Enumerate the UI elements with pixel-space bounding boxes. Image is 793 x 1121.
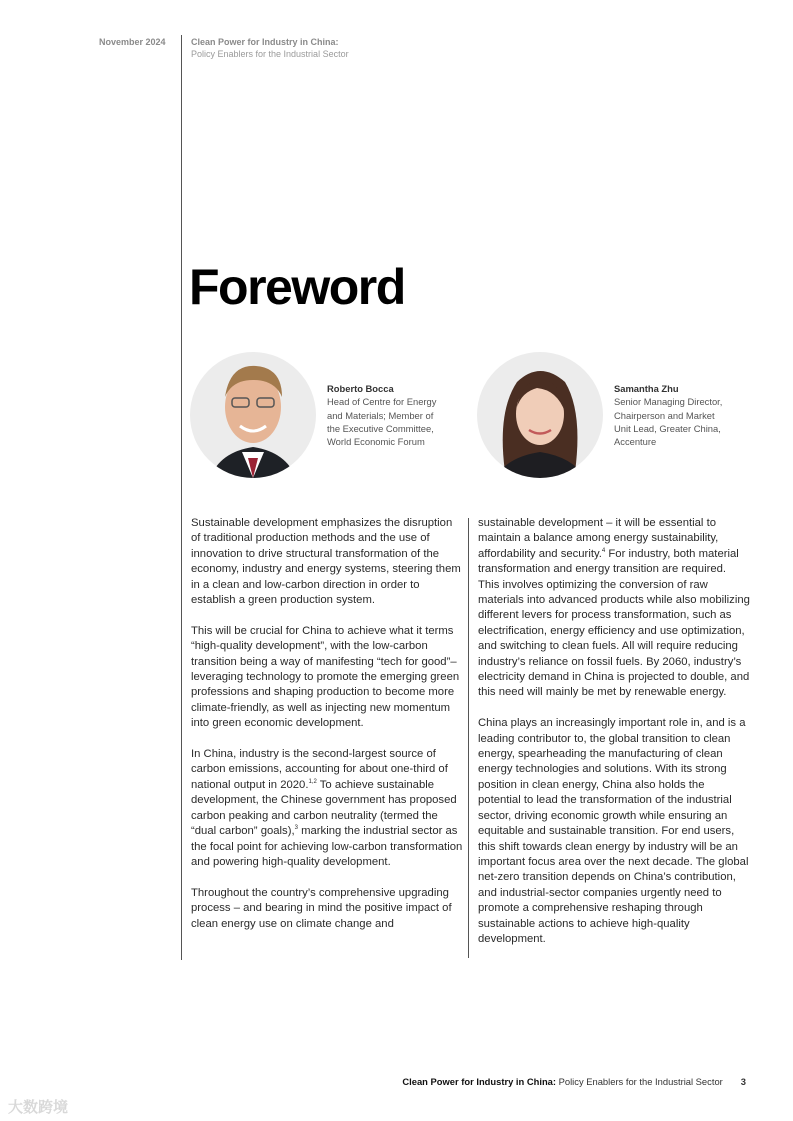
header-date: November 2024 bbox=[99, 37, 166, 47]
text: For industry, both material transformation and energy transition are required. This involves optimizing the conversion of raw materials into advanced products while also mobilizing different levers for process transformation, such as electrification, energy efficiency and use optimization, and switching to clean fuels. All will require reducing industry’s reliance on fossil fuels. By 2060, industry’s electricity demand in China is projected to double, and this need will mainly be met by renewable energy. bbox=[478, 547, 750, 699]
paragraph bbox=[478, 516, 750, 701]
text-column-left bbox=[191, 516, 463, 947]
page-number: 3 bbox=[740, 1076, 746, 1087]
divider bbox=[181, 35, 182, 960]
page-title: Foreword bbox=[189, 259, 405, 315]
watermark: 大数跨境 bbox=[8, 1099, 69, 1116]
bio-line: Head of Centre for Energy bbox=[327, 396, 437, 408]
bio-line: the Executive Committee, bbox=[327, 422, 434, 434]
author-bio bbox=[327, 382, 436, 448]
text: This will be crucial for China to achieve what it terms “high-quality development”, with the low-carbon transition being a way of manifesting “tech for good”– leveraging technology to promote the emerging green professions and shaping production to become more climate-friendly, as well as injecting new momentum into green economic development. bbox=[191, 624, 460, 730]
author-name: Roberto Bocca bbox=[327, 383, 394, 394]
text: In China, industry is the second-largest source of carbon emissions, accounting for about one-third of national output in 2020. bbox=[191, 748, 448, 791]
footer bbox=[402, 1076, 746, 1087]
bio-line: Chairperson and Market bbox=[614, 409, 715, 421]
bio-line: Accenture bbox=[614, 436, 657, 448]
footer-subtitle: Policy Enablers for the Industrial Sector bbox=[556, 1076, 723, 1087]
paragraph bbox=[191, 886, 463, 932]
text: To achieve sustainable development, the Chinese government has proposed carbon peaking and carbon neutrality (termed the “dual carbon” goals), bbox=[191, 778, 457, 838]
paragraph bbox=[191, 747, 463, 870]
bio-line: Senior Managing Director, bbox=[614, 396, 723, 408]
footnote-ref[interactable]: 4 bbox=[601, 548, 606, 555]
author-photo bbox=[190, 352, 316, 478]
text-column-right bbox=[478, 516, 750, 963]
bio-line: Unit Lead, Greater China, bbox=[614, 422, 721, 434]
bio-line: and Materials; Member of bbox=[327, 409, 434, 421]
paragraph bbox=[191, 516, 463, 608]
text: sustainable development – it will be essential to maintain a balance among energy sustainability, affordability and security. bbox=[478, 517, 719, 560]
text: China plays an increasingly important role in, and is a leading contributor to, the global transition to clean energy, spearheading the manufacturing of clean energy technologies and solutions. With its strong position in clean energy, China also holds the potential to lead the transformation of the industrial sector, driving economic growth while ensuring an equitable and sustainable transition. For end users, this shift towards clean energy by industry will be an important focus area over the next decade. The global net-zero transition depends on China’s contribution, and industrial-sector companies urgently need to promote a comprehensive reshaping through sustainable actions to achieve high-quality development. bbox=[478, 717, 749, 945]
author-bio bbox=[614, 382, 722, 448]
column-divider bbox=[468, 518, 469, 958]
paragraph bbox=[191, 624, 463, 732]
footnote-ref[interactable]: 3 bbox=[294, 825, 298, 832]
text: marking the industrial sector as the focal point for achieving low-carbon transformation and powering high-quality development. bbox=[191, 825, 463, 868]
bio-line: World Economic Forum bbox=[327, 436, 425, 448]
author-name: Samantha Zhu bbox=[614, 383, 679, 394]
header-subtitle: Policy Enablers for the Industrial Sector bbox=[191, 49, 349, 59]
footnote-ref[interactable]: 1,2 bbox=[308, 779, 317, 786]
author-photo bbox=[477, 352, 603, 478]
text: Sustainable development emphasizes the disruption of traditional production methods and the use of innovation to drive structural transformation of the economy, industry and energy systems, steering them in a clean and low-carbon direction in order to establish a green production system. bbox=[191, 517, 461, 607]
header-title: Clean Power for Industry in China: bbox=[191, 37, 339, 47]
paragraph bbox=[478, 716, 750, 947]
text: Throughout the country’s comprehensive upgrading process – and bearing in mind the positive impact of clean energy use on climate change and bbox=[191, 886, 452, 930]
footer-title: Clean Power for Industry in China: bbox=[402, 1076, 557, 1087]
